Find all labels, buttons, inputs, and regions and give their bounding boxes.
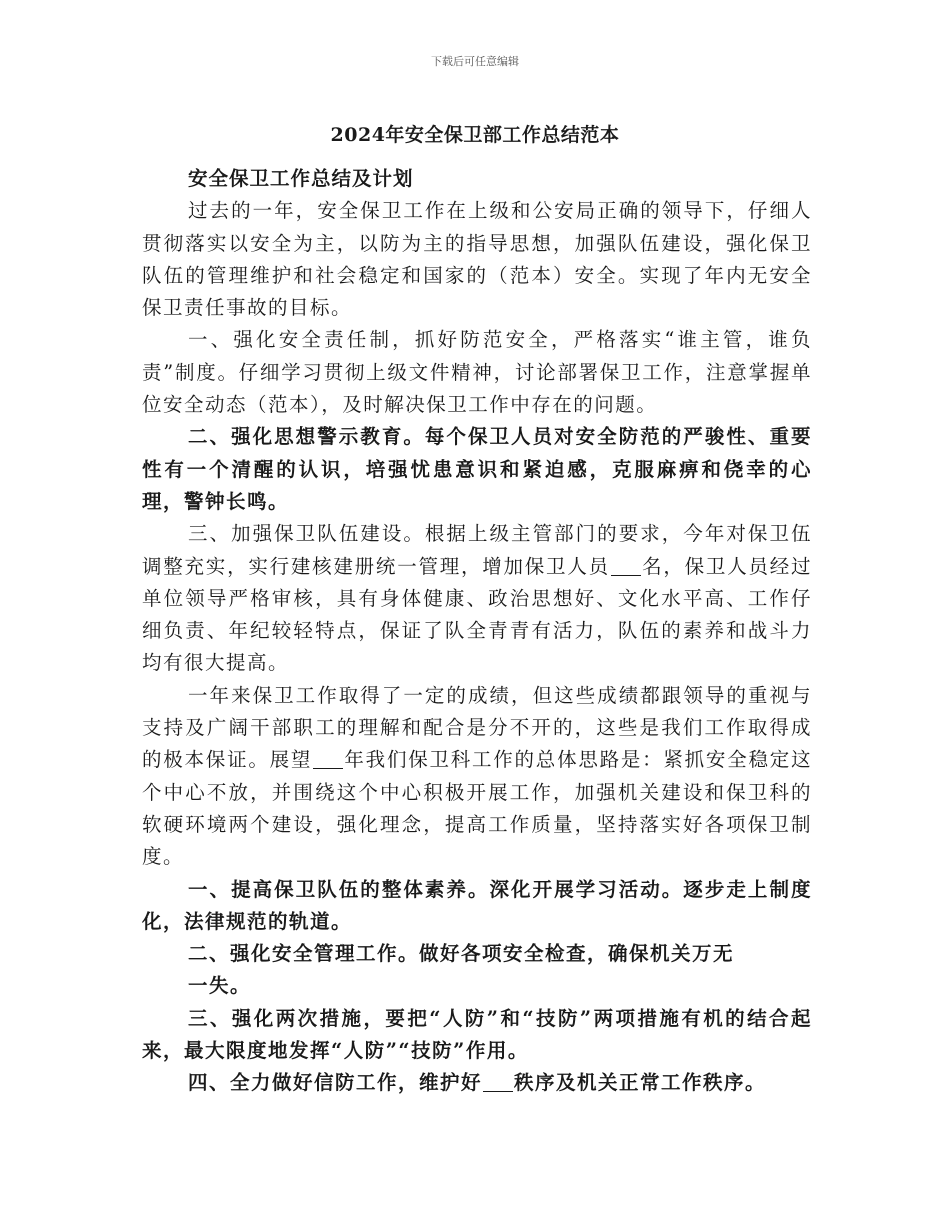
fill-blank (483, 1072, 513, 1093)
text-segment: 四、全力做好信防工作，维护好 (188, 1071, 483, 1095)
paragraph-item-1: 一、强化安全责任制，抓好防范安全，严格落实“谁主管，谁负责”制度。仔细学习贯彻上级文件精神，讨论部署保卫工作，注意掌握单位安全动态（范本），及时解决保卫工作中存在的问题。 (142, 328, 812, 417)
plan-item-1: 一、提高保卫队伍的整体素养。深化开展学习活动。逐步走上制度化，法律规范的轨道。 (142, 877, 812, 933)
plan-item-3: 三、强化两次措施，要把“人防”和“技防”两项措施有机的结合起来，最大限度地发挥“人防”“技防”作用。 (142, 1006, 812, 1063)
header-note: 下载后可任意编辑 (431, 55, 519, 68)
text-segment: 秩序及机关正常工作秩序。 (514, 1071, 767, 1095)
document-body (142, 163, 812, 1100)
subheading: 安全保卫工作总结及计划 (188, 167, 414, 190)
text-segment: 名，保卫人员经过单位领导严格审核，具有身体健康、政治思想好、文化水平高、工作仔细负责、年纪较轻特点，保证了队全青青有活力，队伍的素养和战斗力均有很大提高。 (142, 554, 812, 675)
paragraph-item-3 (142, 518, 812, 679)
document-title: 2024年安全保卫部工作总结范本 (330, 124, 620, 146)
text-segment: 年我们保卫科工作的总体思路是：紧抓安全稳定这个中心不放，并围绕这个中心积极开展工作，加强机关建设和保卫科的软硬环境两个建设，强化理念，提高工作质量，坚持落实好各项保卫制度。 (142, 748, 812, 869)
text-segment: 三、加强保卫队伍建设。根据上级主管部门的要求，今年对保卫伍调整充实，实行建核建册统一管理，增加保卫人员 (142, 522, 812, 578)
text-segment: 一年来保卫工作取得了一定的成绩，但这些成绩都跟领导的重视与支持及广阔干部职工的理解和配合是分不开的，这些是我们工作取得成的极本保证。展望 (142, 683, 812, 772)
fill-blank (611, 555, 641, 576)
fill-blank (313, 749, 343, 770)
plan-item-2: 二、强化安全管理工作。做好各项安全检查，确保机关万无 (188, 942, 735, 966)
paragraph-outlook (142, 680, 812, 874)
plan-item-2-continued: 一失。 (188, 974, 252, 998)
paragraph-item-2: 二、强化思想警示教育。每个保卫人员对安全防范的严骏性、重要性有一个清醒的认识，培强忧患意识和紧迫感，克服麻痹和侥幸的心理，警钟长鸣。 (142, 425, 812, 513)
paragraph-intro: 过去的一年，安全保卫工作在上级和公安局正确的领导下，仔细人贯彻落实以安全为主，以防为主的指导思想，加强队伍建设，强化保卫队伍的管理维护和社会稳定和国家的（范本）安全。实现了年内无安全保卫责任事故的目标。 (142, 199, 812, 320)
plan-item-4 (142, 1067, 812, 1099)
